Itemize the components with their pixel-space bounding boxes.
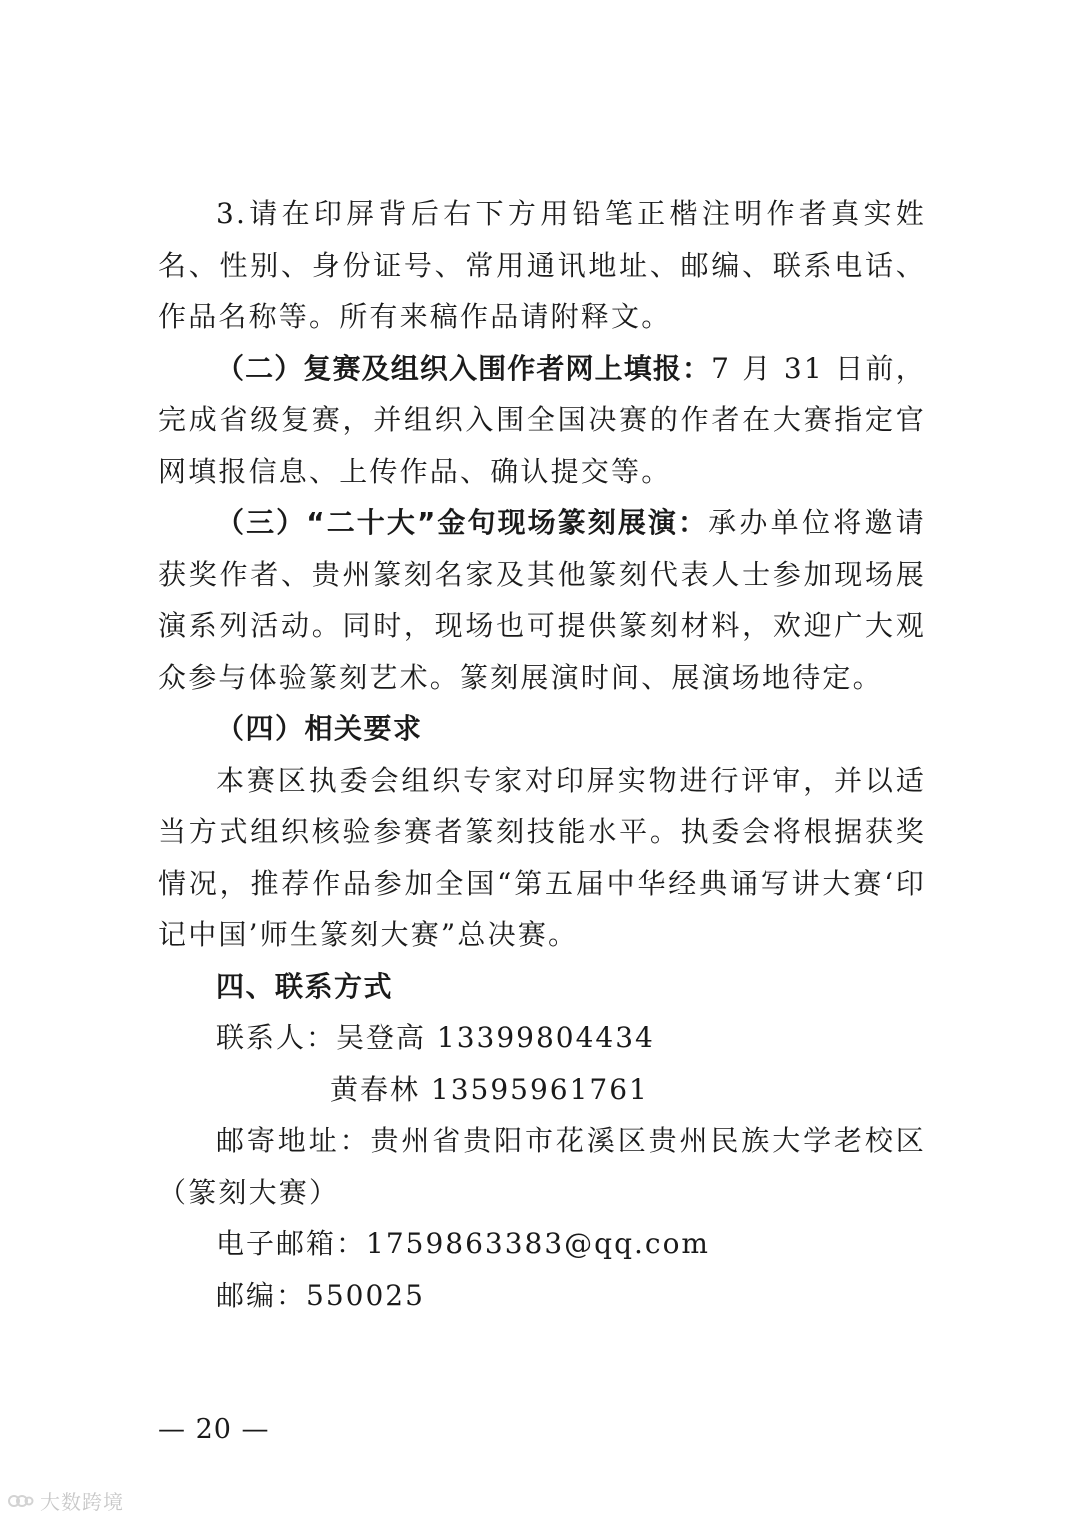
watermark-logo-icon (8, 1492, 34, 1510)
paragraph-live-seal-carving (158, 497, 926, 703)
section-heading-online-registration: （二）复赛及组织入围作者网上填报： (216, 351, 712, 385)
watermark-text: 大数跨境 (40, 1490, 124, 1514)
paragraph-requirements: 本赛区执委会组织专家对印屏实物进行评审，并以适当方式组织核验参赛者篆刻技能水平。执委会将根据获奖情况，推荐作品参加全国“第五届中华经典诵写讲大赛‘印记中国’师生篆刻大赛”总决赛。 (158, 763, 926, 951)
page-number: — 20 — (158, 1414, 270, 1445)
document-body (158, 188, 926, 1321)
mailing-address: 邮寄地址：贵州省贵阳市花溪区贵州民族大学老校区（篆刻大赛） (158, 1124, 926, 1209)
postcode: 邮编：550025 (216, 1278, 425, 1312)
contact-person-2: 黄春林 13595961761 (330, 1072, 649, 1106)
watermark (8, 1486, 124, 1515)
contact-person-1: 联系人：吴登高 13399804434 (216, 1021, 655, 1054)
paragraph-live-seal-carving-body: 承办单位将邀请获奖作者、贵州篆刻名家及其他篆刻代表人士参加现场展演系列活动。同时，现场也可提供篆刻材料，欢迎广大观众参与体验篆刻艺术。篆刻展演时间、展演场地待定。 (158, 506, 926, 694)
paragraph-online-registration (158, 343, 926, 498)
email-address: 电子邮箱：1759863383@qq.com (216, 1227, 710, 1260)
section-heading-live-seal-carving: （三）“二十大”金句现场篆刻展演： (216, 506, 709, 539)
paragraph-online-registration-body: 7 月 31 日前，完成省级复赛，并组织入围全国决赛的作者在大赛指定官网填报信息、上传作品、确认提交等。 (158, 351, 926, 488)
section-heading-requirements: （四）相关要求 (216, 712, 423, 745)
section-heading-contact: 四、联系方式 (216, 969, 394, 1003)
paragraph-label-instructions: 3.请在印屏背后右下方用铅笔正楷注明作者真实姓名、性别、身份证号、常用通讯地址、邮编、联系电话、作品名称等。所有来稿作品请附释文。 (158, 197, 926, 333)
